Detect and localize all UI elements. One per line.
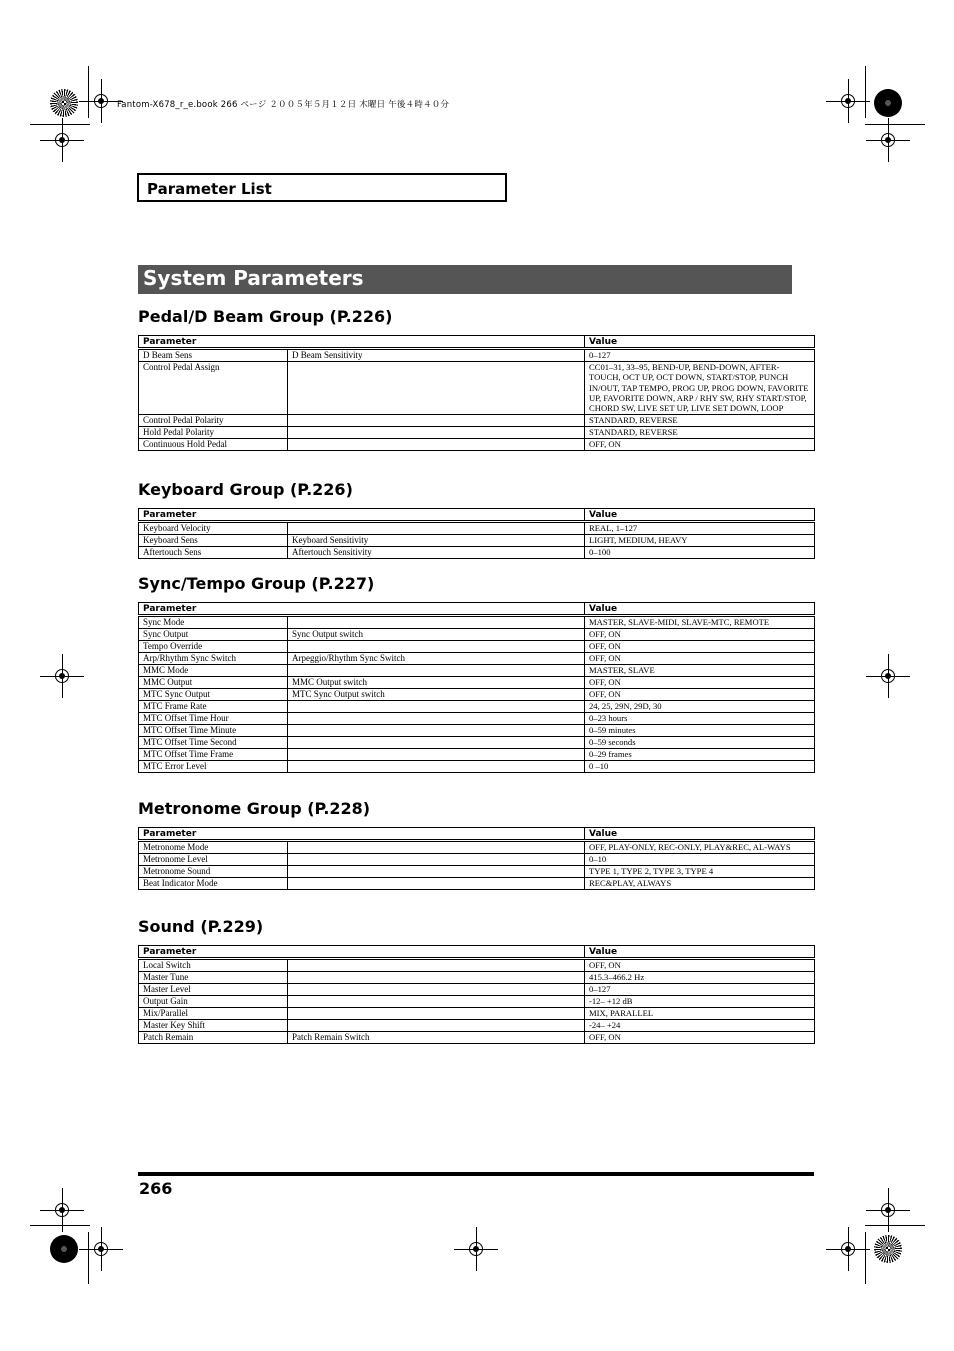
file-info-header: Fantom-X678_r_e.book 266 ページ ２００５年５月１２日 木曜日 午後４時４０分 — [117, 100, 450, 110]
parameter-description-cell — [288, 877, 585, 889]
column-header-value: Value — [585, 509, 815, 522]
parameter-value-cell: OFF, ON — [585, 640, 815, 652]
parameter-description-cell — [288, 865, 585, 877]
table-row — [139, 349, 815, 361]
parameter-description-cell — [288, 1019, 585, 1031]
parameter-list-title: Parameter List — [147, 180, 272, 198]
table-row — [139, 640, 815, 652]
parameter-name-cell: Master Tune — [139, 971, 288, 983]
parameter-value-cell: OFF, ON — [585, 959, 815, 971]
parameter-value-cell: STANDARD, REVERSE — [585, 414, 815, 426]
parameter-list-box — [137, 173, 507, 202]
section-title-sound: Sound (P.229) — [138, 917, 264, 936]
parameter-value-cell: LIGHT, MEDIUM, HEAVY — [585, 534, 815, 546]
column-header-value: Value — [585, 946, 815, 959]
table-row — [139, 712, 815, 724]
parameter-value-cell: OFF, ON — [585, 628, 815, 640]
parameter-name-cell: MTC Frame Rate — [139, 700, 288, 712]
parameter-value-cell: MASTER, SLAVE-MIDI, SLAVE-MTC, REMOTE — [585, 616, 815, 628]
trim-line — [88, 66, 89, 118]
parameter-value-cell: TYPE 1, TYPE 2, TYPE 3, TYPE 4 — [585, 865, 815, 877]
parameter-name-cell: MTC Offset Time Frame — [139, 748, 288, 760]
column-header-parameter: Parameter — [139, 603, 585, 616]
sound-table — [138, 945, 815, 1044]
table-row — [139, 959, 815, 971]
parameter-description-cell: MMC Output switch — [288, 676, 585, 688]
parameter-value-cell: 0–100 — [585, 546, 815, 558]
parameter-name-cell: MTC Sync Output — [139, 688, 288, 700]
section-title-keyboard: Keyboard Group (P.226) — [138, 480, 353, 499]
table-row — [139, 688, 815, 700]
table-row — [139, 628, 815, 640]
parameter-name-cell: Local Switch — [139, 959, 288, 971]
parameter-name-cell: Master Key Shift — [139, 1019, 288, 1031]
table-row — [139, 983, 815, 995]
parameter-description-cell — [288, 700, 585, 712]
parameter-description-cell — [288, 724, 585, 736]
parameter-description-cell: D Beam Sensitivity — [288, 349, 585, 361]
table-row — [139, 438, 815, 450]
parameter-name-cell: Arp/Rhythm Sync Switch — [139, 652, 288, 664]
parameter-name-cell: MTC Offset Time Hour — [139, 712, 288, 724]
parameter-value-cell: 0–10 — [585, 853, 815, 865]
parameter-description-cell — [288, 748, 585, 760]
table-row — [139, 736, 815, 748]
parameter-description-cell — [288, 712, 585, 724]
table-row — [139, 995, 815, 1007]
parameter-value-cell: 0–59 minutes — [585, 724, 815, 736]
parameter-value-cell: 415.3–466.2 Hz — [585, 971, 815, 983]
parameter-name-cell: Keyboard Sens — [139, 534, 288, 546]
parameter-description-cell — [288, 616, 585, 628]
trim-line — [865, 1225, 925, 1226]
parameter-description-cell — [288, 841, 585, 853]
table-row — [139, 652, 815, 664]
table-row — [139, 748, 815, 760]
parameter-name-cell: MMC Mode — [139, 664, 288, 676]
parameter-name-cell: Sync Mode — [139, 616, 288, 628]
keyboard-table — [138, 508, 815, 559]
system-parameters-banner — [138, 265, 792, 294]
parameter-name-cell: Master Level — [139, 983, 288, 995]
page-number: 266 — [139, 1179, 173, 1198]
parameter-value-cell: 24, 25, 29N, 29D, 30 — [585, 700, 815, 712]
parameter-value-cell: 0–29 frames — [585, 748, 815, 760]
table-row — [139, 1007, 815, 1019]
parameter-description-cell — [288, 522, 585, 534]
table-row — [139, 616, 815, 628]
parameter-name-cell: D Beam Sens — [139, 349, 288, 361]
trim-line — [30, 1225, 90, 1226]
parameter-description-cell — [288, 853, 585, 865]
parameter-value-cell: MASTER, SLAVE — [585, 664, 815, 676]
parameter-value-cell: 0–127 — [585, 983, 815, 995]
parameter-name-cell: MMC Output — [139, 676, 288, 688]
pedal-dbeam-table — [138, 335, 815, 451]
table-row — [139, 361, 815, 414]
parameter-description-cell — [288, 1007, 585, 1019]
table-row — [139, 1019, 815, 1031]
parameter-name-cell: Metronome Mode — [139, 841, 288, 853]
column-header-parameter: Parameter — [139, 946, 585, 959]
column-header-value: Value — [585, 828, 815, 841]
parameter-description-cell: Sync Output switch — [288, 628, 585, 640]
table-row — [139, 724, 815, 736]
footer-rule — [138, 1172, 814, 1176]
parameter-value-cell: CC01–31, 33–95, BEND-UP, BEND-DOWN, AFTER-TOUCH, OCT UP, OCT DOWN, START/STOP, PUNCH IN/OUT, TAP TEMPO, PROG UP, PROG DOWN, FAVORITE UP, FAVORITE DOWN, ARP / RHY SW, RHY START/STOP, CHORD SW, LIVE SET UP, LIVE SET DOWN, LOOP — [585, 361, 815, 414]
parameter-name-cell: Output Gain — [139, 995, 288, 1007]
table-header-row — [139, 336, 815, 349]
parameter-name-cell: Beat Indicator Mode — [139, 877, 288, 889]
parameter-value-cell: OFF, ON — [585, 1031, 815, 1043]
sync-tempo-table — [138, 602, 815, 773]
registration-target-icon — [874, 1235, 902, 1263]
parameter-name-cell: MTC Offset Time Minute — [139, 724, 288, 736]
parameter-value-cell: 0–59 seconds — [585, 736, 815, 748]
parameter-name-cell: Metronome Sound — [139, 865, 288, 877]
banner-title: System Parameters — [143, 266, 364, 290]
table-row — [139, 853, 815, 865]
parameter-description-cell — [288, 983, 585, 995]
table-row — [139, 1031, 815, 1043]
parameter-value-cell: -24– +24 — [585, 1019, 815, 1031]
parameter-name-cell: Patch Remain — [139, 1031, 288, 1043]
table-row — [139, 522, 815, 534]
table-row — [139, 664, 815, 676]
registration-target-icon — [50, 1235, 78, 1263]
parameter-value-cell: OFF, ON — [585, 688, 815, 700]
parameter-name-cell: MTC Offset Time Second — [139, 736, 288, 748]
parameter-name-cell: Continuous Hold Pedal — [139, 438, 288, 450]
column-header-value: Value — [585, 336, 815, 349]
table-row — [139, 700, 815, 712]
parameter-name-cell: Metronome Level — [139, 853, 288, 865]
parameter-description-cell — [288, 426, 585, 438]
metronome-table — [138, 827, 815, 890]
parameter-name-cell: Aftertouch Sens — [139, 546, 288, 558]
parameter-name-cell: Keyboard Velocity — [139, 522, 288, 534]
parameter-value-cell: 0 –10 — [585, 760, 815, 772]
parameter-value-cell: OFF, ON — [585, 652, 815, 664]
parameter-value-cell: 0–23 hours — [585, 712, 815, 724]
table-row — [139, 426, 815, 438]
parameter-name-cell: MTC Error Level — [139, 760, 288, 772]
parameter-value-cell: OFF, ON — [585, 438, 815, 450]
parameter-value-cell: REAL, 1–127 — [585, 522, 815, 534]
registration-target-icon — [874, 89, 902, 117]
table-row — [139, 534, 815, 546]
parameter-value-cell: REC&PLAY, ALWAYS — [585, 877, 815, 889]
parameter-description-cell: MTC Sync Output switch — [288, 688, 585, 700]
parameter-description-cell — [288, 640, 585, 652]
table-header-row — [139, 828, 815, 841]
parameter-description-cell — [288, 995, 585, 1007]
section-title-metronome: Metronome Group (P.228) — [138, 799, 371, 818]
parameter-description-cell — [288, 971, 585, 983]
parameter-description-cell: Patch Remain Switch — [288, 1031, 585, 1043]
parameter-description-cell — [288, 361, 585, 414]
table-row — [139, 546, 815, 558]
parameter-description-cell: Keyboard Sensitivity — [288, 534, 585, 546]
table-row — [139, 865, 815, 877]
parameter-value-cell: STANDARD, REVERSE — [585, 426, 815, 438]
section-title-sync-tempo: Sync/Tempo Group (P.227) — [138, 574, 375, 593]
parameter-name-cell: Mix/Parallel — [139, 1007, 288, 1019]
parameter-value-cell: OFF, ON — [585, 676, 815, 688]
parameter-name-cell: Control Pedal Polarity — [139, 414, 288, 426]
table-header-row — [139, 946, 815, 959]
column-header-parameter: Parameter — [139, 336, 585, 349]
column-header-value: Value — [585, 603, 815, 616]
table-row — [139, 676, 815, 688]
parameter-name-cell: Sync Output — [139, 628, 288, 640]
table-row — [139, 841, 815, 853]
table-row — [139, 877, 815, 889]
parameter-description-cell — [288, 736, 585, 748]
parameter-value-cell: OFF, PLAY-ONLY, REC-ONLY, PLAY&REC, AL-WAYS — [585, 841, 815, 853]
table-header-row — [139, 603, 815, 616]
column-header-parameter: Parameter — [139, 509, 585, 522]
column-header-parameter: Parameter — [139, 828, 585, 841]
parameter-description-cell: Arpeggio/Rhythm Sync Switch — [288, 652, 585, 664]
parameter-description-cell: Aftertouch Sensitivity — [288, 546, 585, 558]
trim-line — [30, 124, 90, 125]
registration-target-icon — [50, 89, 78, 117]
table-row — [139, 971, 815, 983]
parameter-name-cell: Hold Pedal Polarity — [139, 426, 288, 438]
table-row — [139, 760, 815, 772]
parameter-value-cell: -12– +12 dB — [585, 995, 815, 1007]
section-title-pedal-dbeam: Pedal/D Beam Group (P.226) — [138, 307, 393, 326]
parameter-description-cell — [288, 414, 585, 426]
parameter-name-cell: Tempo Override — [139, 640, 288, 652]
table-row — [139, 414, 815, 426]
parameter-description-cell — [288, 438, 585, 450]
table-header-row — [139, 509, 815, 522]
parameter-description-cell — [288, 664, 585, 676]
parameter-description-cell — [288, 959, 585, 971]
parameter-value-cell: MIX, PARALLEL — [585, 1007, 815, 1019]
trim-line — [865, 66, 866, 118]
parameter-value-cell: 0–127 — [585, 349, 815, 361]
trim-line — [865, 1232, 866, 1284]
trim-line — [88, 1232, 89, 1284]
parameter-description-cell — [288, 760, 585, 772]
trim-line — [865, 124, 925, 125]
parameter-name-cell: Control Pedal Assign — [139, 361, 288, 414]
